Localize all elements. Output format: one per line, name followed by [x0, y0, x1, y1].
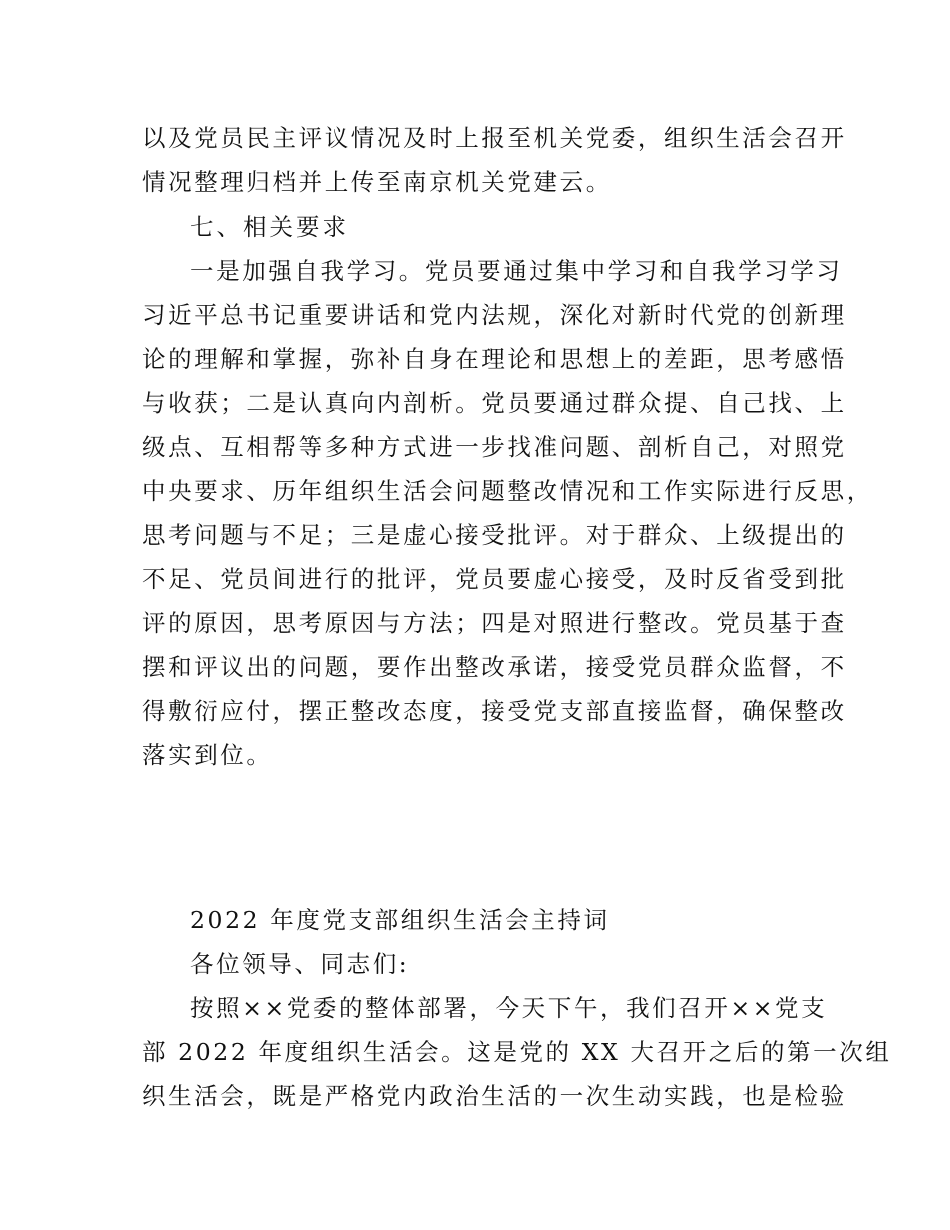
- text-line: 与收获；二是认真向内剖析。党员要通过群众提、自己找、上: [142, 389, 847, 417]
- text-line: 评的原因，思考原因与方法；四是对照进行整改。党员基于查: [142, 609, 847, 637]
- text-line: 以及党员民主评议情况及时上报至机关党委，组织生活会召开: [142, 124, 847, 152]
- text-line: 思考问题与不足；三是虚心接受批评。对于群众、上级提出的: [142, 521, 847, 549]
- text-line: 不足、党员间进行的批评，党员要虚心接受，及时反省受到批: [142, 565, 847, 593]
- text-line: 习近平总书记重要讲话和党内法规，深化对新时代党的创新理: [142, 301, 847, 329]
- text-line: 论的理解和掌握，弥补自身在理论和思想上的差距，思考感悟: [142, 345, 847, 373]
- salutation: 各位领导、同志们:: [190, 950, 410, 978]
- text-line: 得敷衍应付，摆正整改态度，接受党支部直接监督，确保整改: [142, 697, 847, 725]
- text-line: 一是加强自我学习。党员要通过集中学习和自我学习学习: [190, 257, 843, 285]
- section-title: 2022 年度党支部组织生活会主持词: [190, 906, 610, 934]
- text-line: 摆和评议出的问题，要作出整改承诺，接受党员群众监督，不: [142, 653, 847, 681]
- text-line: 织生活会，既是严格党内政治生活的一次生动实践，也是检验: [142, 1082, 847, 1110]
- text-line: 按照××党委的整体部署，今天下午，我们召开××党支: [190, 994, 828, 1022]
- text-line: 级点、互相帮等多种方式进一步找准问题、剖析自己，对照党: [142, 433, 847, 461]
- text-line: 情况整理归档并上传至南京机关党建云。: [142, 168, 612, 196]
- text-line: 中央要求、历年组织生活会问题整改情况和工作实际进行反思，: [142, 477, 873, 505]
- text-line: 部 2022 年度组织生活会。这是党的 XX 大召开之后的第一次组: [142, 1038, 892, 1066]
- section-heading: 七、相关要求: [190, 213, 349, 241]
- text-line: 落实到位。: [142, 741, 273, 769]
